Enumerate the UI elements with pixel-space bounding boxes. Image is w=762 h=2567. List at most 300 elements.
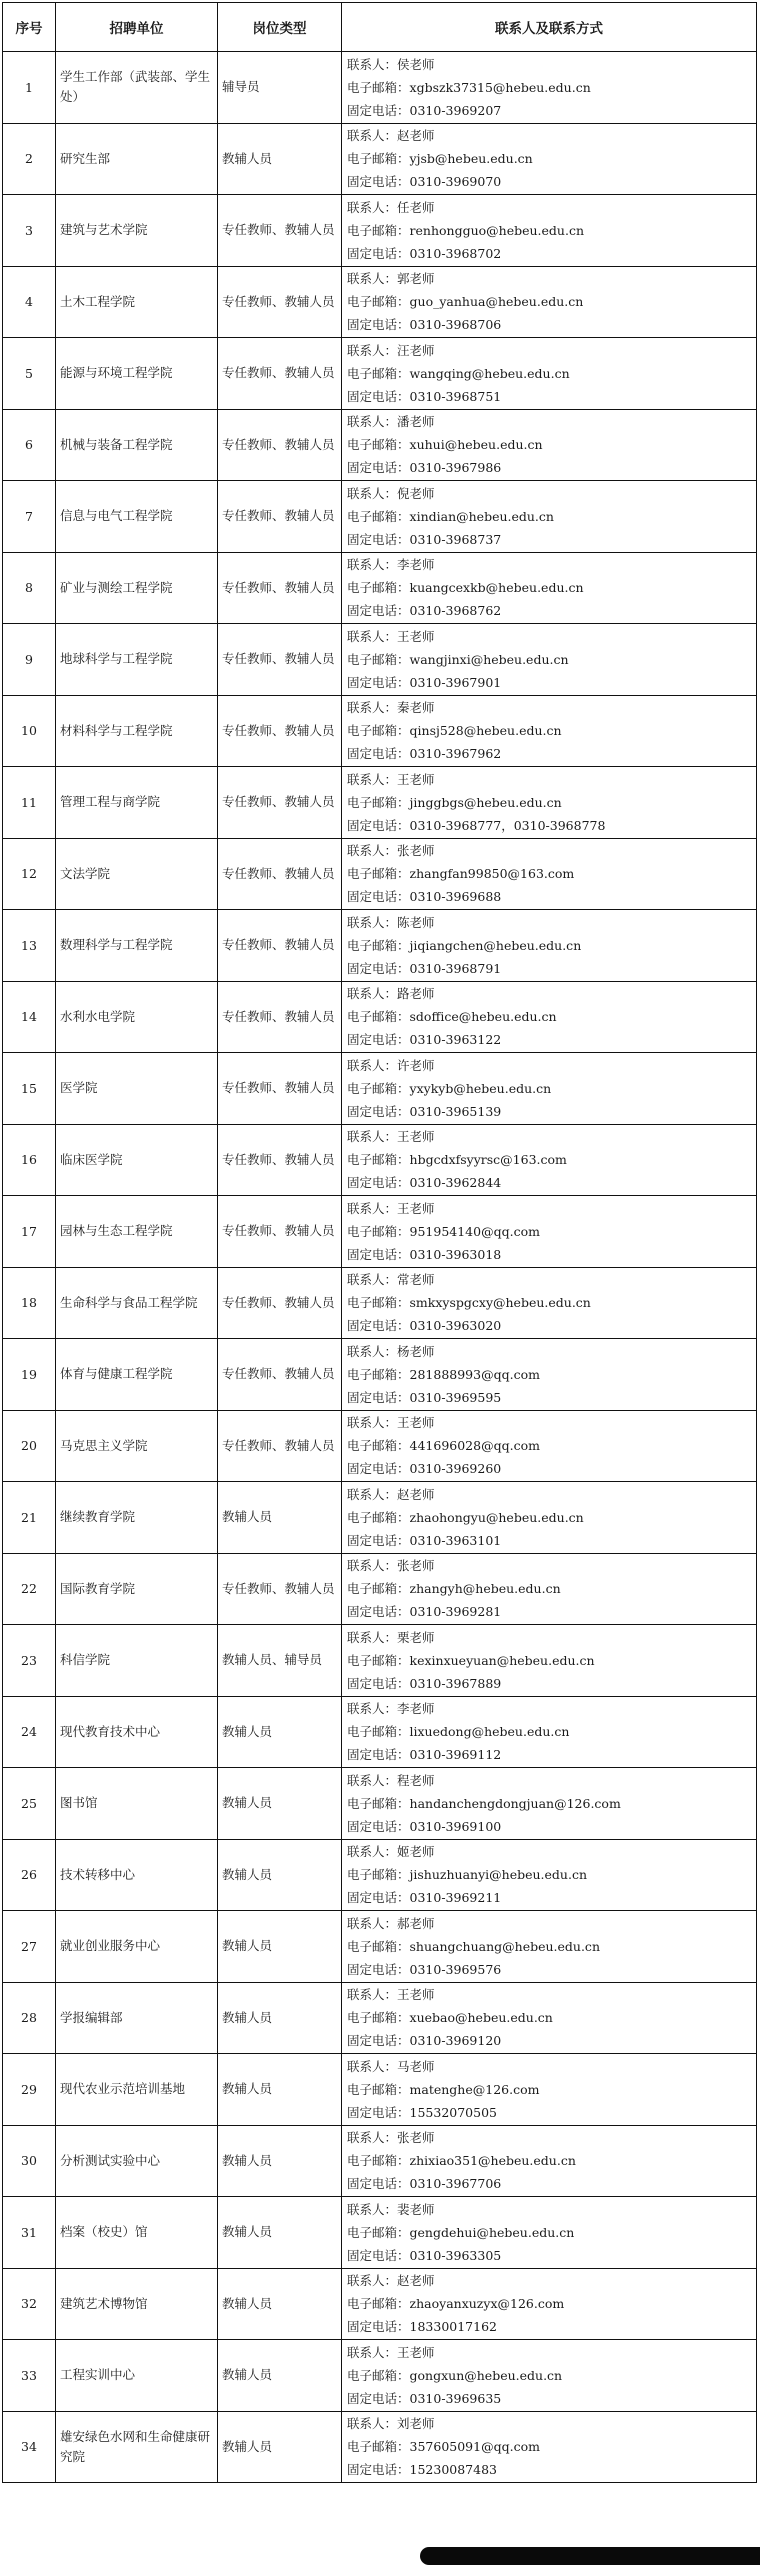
contact-person-line [347,1912,752,1935]
contact-phone-label: 固定电话： [347,102,410,118]
contact-email-label: 电子邮箱： [347,1009,410,1025]
table-row [3,1053,757,1125]
contact-person-label: 联系人： [347,1415,398,1431]
contact-email[interactable]: matenghe@126.com [409,2081,540,2097]
contact-info [342,1625,757,1697]
contact-person: 张老师 [397,2130,435,2146]
contact-person: 张老师 [397,843,435,859]
contact-email[interactable]: xgbszk37315@hebeu.edu.cn [409,79,591,95]
contact-email-label: 电子邮箱： [347,1867,410,1883]
contact-email-label: 电子邮箱： [347,151,410,167]
contact-info [342,2054,757,2126]
contact-email[interactable]: lixuedong@hebeu.edu.cn [409,1724,570,1740]
contact-person-line [347,911,752,934]
contact-phone: 0310-3967986 [409,460,502,476]
contact-email-label: 电子邮箱： [347,1509,410,1525]
contact-info [342,910,757,982]
row-number: 25 [3,1768,56,1840]
recruiting-unit: 就业创业服务中心 [56,1911,218,1983]
contact-email-label: 电子邮箱： [347,2081,410,2097]
recruiting-unit: 现代农业示范培训基地 [56,2054,218,2126]
contact-person: 杨老师 [397,1343,435,1359]
contact-phone-label: 固定电话： [347,1032,410,1048]
recruiting-unit: 文法学院 [56,838,218,910]
contact-phone-line [347,1028,752,1051]
contact-person-line [347,553,752,576]
contact-person: 郭老师 [397,271,435,287]
row-number: 32 [3,2268,56,2340]
contact-phone-line [347,671,752,694]
recruitment-table [2,2,757,2483]
contact-phone-line [347,1314,752,1337]
contact-phone: 0310-3969120 [409,2033,502,2049]
position-type: 专任教师、教辅人员 [218,195,342,267]
table-row [3,910,757,982]
table-row [3,838,757,910]
contact-phone-label: 固定电话： [347,1675,410,1691]
position-type: 专任教师、教辅人员 [218,838,342,910]
contact-person: 倪老师 [397,485,435,501]
contact-phone: 0310-3969100 [409,1818,502,1834]
contact-person: 王老师 [397,628,435,644]
contact-phone-line [347,2458,752,2481]
contact-email[interactable]: xindian@hebeu.edu.cn [409,508,554,524]
contact-phone: 0310-3968762 [409,603,502,619]
contact-phone-label: 固定电话： [347,1747,410,1763]
contact-person-label: 联系人： [347,1200,398,1216]
contact-person-label: 联系人： [347,128,398,144]
position-type: 专任教师、教辅人员 [218,981,342,1053]
contact-person-label: 联系人： [347,2273,398,2289]
contact-email-line [347,1577,752,1600]
contact-person: 姬老师 [397,1844,435,1860]
contact-email-line [347,1148,752,1171]
contact-person-label: 联系人： [347,1272,398,1288]
contact-email-line [347,1720,752,1743]
contact-email-label: 电子邮箱： [347,651,410,667]
recruiting-unit: 生命科学与食品工程学院 [56,1267,218,1339]
contact-info [342,552,757,624]
table-row [3,1553,757,1625]
contact-person-label: 联系人： [347,1129,398,1145]
contact-email-label: 电子邮箱： [347,794,410,810]
contact-phone-label: 固定电话： [347,1318,410,1334]
contact-email[interactable]: gengdehui@hebeu.edu.cn [409,2224,575,2240]
row-number: 33 [3,2340,56,2412]
contact-phone: 0310-3967889 [409,1675,502,1691]
contact-person: 秦老师 [397,700,435,716]
contact-person: 王老师 [397,1129,435,1145]
contact-email[interactable]: yjsb@hebeu.edu.cn [409,151,533,167]
position-type: 专任教师、教辅人员 [218,409,342,481]
contact-email-label: 电子邮箱： [347,1938,410,1954]
contact-email-label: 电子邮箱： [347,365,410,381]
contact-person: 任老师 [397,199,435,215]
recruiting-unit: 医学院 [56,1053,218,1125]
contact-person-line [347,1411,752,1434]
table-row [3,195,757,267]
contact-phone: 0310-3969576 [409,1961,502,1977]
contact-person-label: 联系人： [347,557,398,573]
contact-email-label: 电子邮箱： [347,1223,410,1239]
contact-person-line [347,2412,752,2435]
contact-phone-line [347,1815,752,1838]
contact-email[interactable]: zhaohongyu@hebeu.edu.cn [409,1509,584,1525]
contact-person-line [347,2341,752,2364]
contact-email[interactable]: wangjinxi@hebeu.edu.cn [409,651,569,667]
contact-phone-line [347,2315,752,2338]
position-type: 教辅人员 [218,1911,342,1983]
contact-person: 王老师 [397,1987,435,2003]
contact-phone-line [347,1171,752,1194]
contact-email[interactable]: guo_yanhua@hebeu.edu.cn [409,294,584,310]
contact-phone: 0310-3967962 [409,746,502,762]
contact-email[interactable]: xuhui@hebeu.edu.cn [409,437,543,453]
contact-phone-label: 固定电话： [347,2033,410,2049]
contact-phone-label: 固定电话： [347,388,410,404]
contact-email-label: 电子邮箱： [347,866,410,882]
table-row [3,338,757,410]
contact-phone-label: 固定电话： [347,1890,410,1906]
contact-person-line [347,2126,752,2149]
contact-email-line [347,1005,752,1028]
contact-email-label: 电子邮箱： [347,2224,410,2240]
contact-info [342,266,757,338]
contact-person-line [347,53,752,76]
contact-phone: 0310-3969595 [409,1389,502,1405]
recruiting-unit: 学生工作部（武装部、学生处） [56,52,218,124]
contact-person-label: 联系人： [347,2058,398,2074]
contact-email[interactable]: yxykyb@hebeu.edu.cn [409,1080,552,1096]
position-type: 辅导员 [218,52,342,124]
row-number: 7 [3,481,56,553]
header-unit: 招聘单位 [56,3,218,52]
contact-email[interactable]: gongxun@hebeu.edu.cn [409,2367,563,2383]
contact-person: 郝老师 [397,1915,435,1931]
position-type: 专任教师、教辅人员 [218,767,342,839]
contact-phone-label: 固定电话： [347,960,410,976]
position-type: 专任教师、教辅人员 [218,624,342,696]
contact-email-line [347,1077,752,1100]
contact-phone: 0310-3969281 [409,1604,502,1620]
contact-email[interactable]: zhangfan99850@163.com [409,866,575,882]
contact-person: 王老师 [397,771,435,787]
row-number: 6 [3,409,56,481]
contact-email-line [347,1863,752,1886]
contact-email-label: 电子邮箱： [347,2296,410,2312]
contact-info [342,2411,757,2483]
contact-person: 王老师 [397,1415,435,1431]
table-row [3,1410,757,1482]
table-row [3,1267,757,1339]
contact-person-label: 联系人： [347,628,398,644]
row-number: 34 [3,2411,56,2483]
contact-phone-line [347,1243,752,1266]
contact-email-line [347,1434,752,1457]
contact-phone-label: 固定电话： [347,317,410,333]
row-number: 8 [3,552,56,624]
table-row [3,981,757,1053]
contact-email[interactable]: jinggbgs@hebeu.edu.cn [409,794,562,810]
row-number: 21 [3,1482,56,1554]
contact-email[interactable]: jiqiangchen@hebeu.edu.cn [409,937,582,953]
contact-phone-label: 固定电话： [347,531,410,547]
position-type: 教辅人员 [218,1768,342,1840]
contact-email-line [347,1220,752,1243]
contact-phone-label: 固定电话： [347,2247,410,2263]
contact-info [342,2197,757,2269]
contact-phone-label: 固定电话： [347,817,410,833]
contact-phone-label: 固定电话： [347,174,410,190]
contact-email[interactable]: kexinxueyuan@hebeu.edu.cn [409,1652,595,1668]
recruiting-unit: 工程实训中心 [56,2340,218,2412]
position-type: 专任教师、教辅人员 [218,1053,342,1125]
contact-email[interactable]: shuangchuang@hebeu.edu.cn [409,1938,600,1954]
contact-email-line [347,505,752,528]
contact-person-line [347,2055,752,2078]
contact-email[interactable]: 281888993@qq.com [409,1366,540,1382]
recruiting-unit: 现代教育技术中心 [56,1696,218,1768]
contact-email-label: 电子邮箱： [347,1366,410,1382]
contact-email-label: 电子邮箱： [347,2153,410,2169]
contact-phone-line [347,742,752,765]
position-type: 教辅人员 [218,2340,342,2412]
contact-phone: 0310-3965139 [409,1103,502,1119]
contact-email-line [347,1291,752,1314]
row-number: 16 [3,1124,56,1196]
contact-phone-label: 固定电话： [347,674,410,690]
table-row [3,481,757,553]
contact-person-line [347,1125,752,1148]
contact-email[interactable]: 357605091@qq.com [409,2439,540,2455]
table-row [3,2197,757,2269]
table-row [3,1839,757,1911]
row-number: 23 [3,1625,56,1697]
contact-email-label: 电子邮箱： [347,1080,410,1096]
contact-phone: 0310-3963020 [409,1318,502,1334]
contact-phone-line [347,1529,752,1552]
contact-person-label: 联系人： [347,1844,398,1860]
contact-phone-label: 固定电话： [347,1818,410,1834]
contact-person: 李老师 [397,1701,435,1717]
contact-phone-line [347,599,752,622]
contact-phone-line [347,528,752,551]
contact-info [342,195,757,267]
contact-info [342,1196,757,1268]
contact-email[interactable]: hbgcdxfsyyrsc@163.com [409,1152,567,1168]
contact-person-line [347,1340,752,1363]
redaction-bar [420,2547,760,2565]
position-type: 教辅人员 [218,1982,342,2054]
contact-phone-line [347,2244,752,2267]
contact-info [342,1839,757,1911]
contact-phone: 0310-3963101 [409,1532,502,1548]
contact-email[interactable]: zhaoyanxuzyx@126.com [409,2296,565,2312]
contact-phone-label: 固定电话： [347,1175,410,1191]
contact-email[interactable]: 951954140@qq.com [409,1223,540,1239]
contact-phone-label: 固定电话： [347,1103,410,1119]
row-number: 24 [3,1696,56,1768]
contact-email[interactable]: xuebao@hebeu.edu.cn [409,2010,553,2026]
contact-email-line [347,362,752,385]
recruiting-unit: 马克思主义学院 [56,1410,218,1482]
contact-phone-line [347,957,752,980]
contact-person-line [347,196,752,219]
table-row [3,1196,757,1268]
contact-email-line [347,76,752,99]
contact-email-line [347,648,752,671]
contact-phone-label: 固定电话： [347,1532,410,1548]
contact-info [342,1124,757,1196]
contact-phone-label: 固定电话： [347,460,410,476]
contact-phone: 0310-3968706 [409,317,502,333]
recruiting-unit: 分析测试实验中心 [56,2125,218,2197]
contact-person-line [347,339,752,362]
contact-phone-label: 固定电话： [347,746,410,762]
contact-phone: 0310-3962844 [409,1175,502,1191]
position-type: 专任教师、教辅人员 [218,266,342,338]
contact-email[interactable]: jishuzhuanyi@hebeu.edu.cn [409,1867,587,1883]
row-number: 1 [3,52,56,124]
contact-person: 栗老师 [397,1629,435,1645]
row-number: 3 [3,195,56,267]
contact-info [342,767,757,839]
row-number: 15 [3,1053,56,1125]
contact-info [342,409,757,481]
contact-person-line [347,1268,752,1291]
contact-phone-line [347,1600,752,1623]
contact-person-label: 联系人： [347,199,398,215]
contact-email-line [347,1792,752,1815]
contact-phone: 0310-3969207 [409,102,502,118]
contact-person: 张老师 [397,1558,435,1574]
position-type: 教辅人员、辅导员 [218,1625,342,1697]
position-type: 专任教师、教辅人员 [218,1267,342,1339]
contact-info [342,695,757,767]
row-number: 9 [3,624,56,696]
contact-phone: 15230087483 [409,2462,497,2478]
contact-email-label: 电子邮箱： [347,294,410,310]
contact-person-line [347,1626,752,1649]
row-number: 29 [3,2054,56,2126]
recruiting-unit: 继续教育学院 [56,1482,218,1554]
contact-phone: 18330017162 [409,2319,497,2335]
table-row [3,552,757,624]
table-row [3,52,757,124]
contact-info [342,838,757,910]
contact-email[interactable]: wangqing@hebeu.edu.cn [409,365,570,381]
contact-email[interactable]: zhixiao351@hebeu.edu.cn [409,2153,576,2169]
contact-info [342,624,757,696]
contact-person-label: 联系人： [347,914,398,930]
contact-info [342,1267,757,1339]
row-number: 5 [3,338,56,410]
contact-person: 许老师 [397,1057,435,1073]
contact-phone-line [347,1457,752,1480]
contact-email-label: 电子邮箱： [347,1795,410,1811]
position-type: 教辅人员 [218,1839,342,1911]
contact-email[interactable]: renhongguo@hebeu.edu.cn [409,222,584,238]
position-type: 教辅人员 [218,2054,342,2126]
contact-phone-label: 固定电话： [347,2104,410,2120]
contact-email-line [347,2435,752,2458]
row-number: 14 [3,981,56,1053]
recruiting-unit: 水利水电学院 [56,981,218,1053]
contact-email-label: 电子邮箱： [347,1724,410,1740]
contact-person-line [347,696,752,719]
contact-phone-line [347,1386,752,1409]
table-row [3,409,757,481]
contact-person-label: 联系人： [347,2130,398,2146]
table-row [3,123,757,195]
contact-email-line [347,2221,752,2244]
contact-phone: 0310-3969635 [409,2390,502,2406]
recruiting-unit: 体育与健康工程学院 [56,1339,218,1411]
row-number: 18 [3,1267,56,1339]
contact-person: 刘老师 [397,2416,435,2432]
contact-email-line [347,147,752,170]
contact-person-label: 联系人： [347,1558,398,1574]
contact-person: 陈老师 [397,914,435,930]
row-number: 13 [3,910,56,982]
table-header-row [3,3,757,52]
position-type: 专任教师、教辅人员 [218,552,342,624]
row-number: 27 [3,1911,56,1983]
contact-info [342,2125,757,2197]
contact-phone-label: 固定电话： [347,245,410,261]
contact-email-label: 电子邮箱： [347,580,410,596]
contact-person-line [347,124,752,147]
table-row [3,624,757,696]
row-number: 20 [3,1410,56,1482]
contact-phone-label: 固定电话： [347,889,410,905]
contact-phone-label: 固定电话： [347,1604,410,1620]
position-type: 教辅人员 [218,1482,342,1554]
contact-person: 赵老师 [397,1486,435,1502]
contact-email[interactable]: zhangyh@hebeu.edu.cn [409,1581,561,1597]
position-type: 教辅人员 [218,2268,342,2340]
contact-phone-line [347,2387,752,2410]
contact-person: 常老师 [397,1272,435,1288]
table-row [3,1911,757,1983]
contact-person: 汪老师 [397,342,435,358]
contact-person-line [347,768,752,791]
contact-phone: 0310-3969211 [409,1890,502,1906]
contact-phone: 0310-3968777，0310-3968778 [409,817,606,833]
contact-email-line [347,2292,752,2315]
recruiting-unit: 建筑与艺术学院 [56,195,218,267]
contact-email[interactable]: kuangcexkb@hebeu.edu.cn [409,580,584,596]
contact-email[interactable]: qinsj528@hebeu.edu.cn [409,723,562,739]
contact-email[interactable]: sdoffice@hebeu.edu.cn [409,1009,557,1025]
contact-person-line [347,839,752,862]
contact-email-line [347,290,752,313]
contact-phone-line [347,99,752,122]
contact-person: 潘老师 [397,414,435,430]
contact-email[interactable]: smkxyspgcxy@hebeu.edu.cn [409,1295,591,1311]
contact-person-line [347,1197,752,1220]
contact-email-line [347,219,752,242]
contact-phone-label: 固定电话： [347,2462,410,2478]
table-row [3,2268,757,2340]
row-number: 2 [3,123,56,195]
contact-person-line [347,2269,752,2292]
contact-email[interactable]: handanchengdongjuan@126.com [409,1795,621,1811]
row-number: 31 [3,2197,56,2269]
position-type: 专任教师、教辅人员 [218,910,342,982]
contact-email[interactable]: 441696028@qq.com [409,1438,540,1454]
recruiting-unit: 矿业与测绘工程学院 [56,552,218,624]
